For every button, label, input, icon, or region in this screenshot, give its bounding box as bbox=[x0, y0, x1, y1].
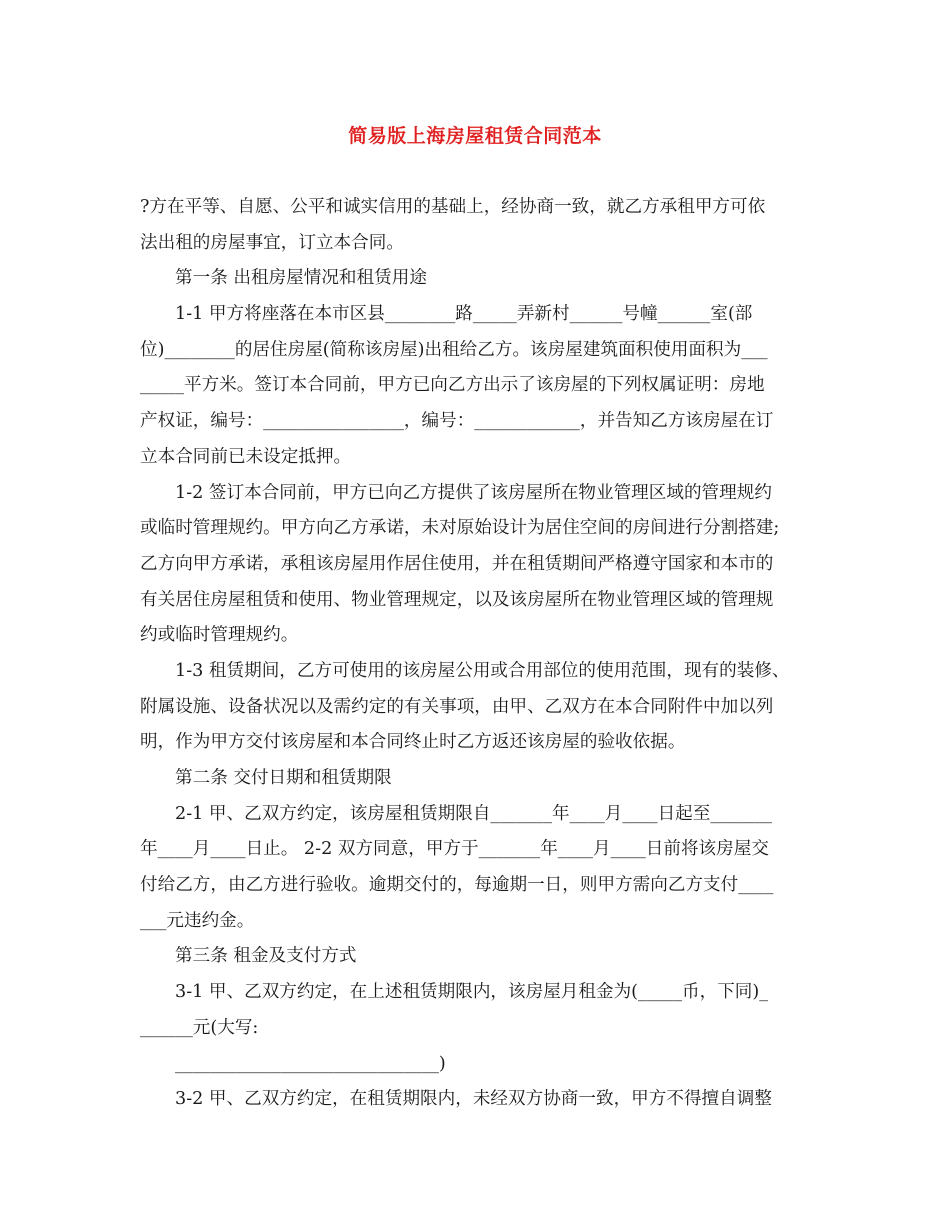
body-line: 年____月____日止。 2-2 双方同意，甲方于_______年____月____日前将该房屋交 bbox=[140, 839, 769, 860]
clause-line: 1-1 甲方将座落在本市区县________路_____弄新村______号幢______室(部 bbox=[175, 304, 753, 325]
body-line: 约或临时管理规约。 bbox=[140, 625, 299, 646]
body-line: 法出租的房屋事宜，订立本合同。 bbox=[140, 232, 404, 253]
body-line: ______________________________) bbox=[175, 1053, 446, 1074]
body-line: 位)________的居住房屋(简称该房屋)出租给乙方。该房屋建筑面积使用面积为___ bbox=[140, 339, 768, 360]
document-body bbox=[140, 190, 820, 1118]
section-heading: 第三条 租金及支付方式 bbox=[175, 946, 357, 967]
clause-line: 3-2 甲、乙双方约定，在租赁期限内，未经双方协商一致，甲方不得擅自调整 bbox=[175, 1089, 772, 1110]
clause-line: 1-3 租赁期间，乙方可使用的该房屋公用或合用部位的使用范围，现有的装修、 bbox=[175, 660, 790, 681]
body-line: 或临时管理规约。甲方向乙方承诺，未对原始设计为居住空间的房间进行分割搭建; bbox=[140, 518, 780, 539]
clause-line: 2-1 甲、乙双方约定，该房屋租赁期限自_______年____月____日起至_______ bbox=[175, 803, 772, 824]
body-line: ?方在平等、自愿、公平和诚实信用的基础上，经协商一致，就乙方承租甲方可依 bbox=[140, 197, 766, 217]
body-line: 乙方向甲方承诺，承租该房屋用作居住使用，并在租赁期间严格遵守国家和本市的 bbox=[140, 553, 774, 574]
section-heading: 第一条 出租房屋情况和租赁用途 bbox=[175, 268, 427, 289]
body-line: 产权证，编号：________________，编号：____________，并告知乙方该房屋在订 bbox=[140, 411, 774, 432]
body-line: 付给乙方，由乙方进行验收。逾期交付的，每逾期一日，则甲方需向乙方支付____ bbox=[140, 875, 774, 896]
section-heading: 第二条 交付日期和租赁期限 bbox=[175, 768, 392, 788]
body-line: 立本合同前已未设定抵押。 bbox=[140, 446, 352, 467]
body-line: ___元违约金。 bbox=[140, 910, 255, 931]
body-line: _____平方米。签订本合同前，甲方已向乙方出示了该房屋的下列权属证明：房地 bbox=[140, 375, 765, 396]
body-line: 明，作为甲方交付该房屋和本合同终止时乙方返还该房屋的验收依据。 bbox=[140, 732, 686, 753]
clause-line: 1-2 签订本合同前，甲方已向乙方提供了该房屋所在物业管理区域的管理规约 bbox=[175, 482, 772, 503]
body-line: ______元(大写: bbox=[140, 1017, 259, 1038]
body-line: 附属设施、设备状况以及需约定的有关事项，由甲、乙双方在本合同附件中加以列 bbox=[140, 696, 774, 717]
body-line: 有关居住房屋租赁和使用、物业管理规定，以及该房屋所在物业管理区域的管理规 bbox=[140, 589, 774, 610]
document-title: 简易版上海房屋租赁合同范本 bbox=[348, 125, 602, 147]
clause-line: 3-1 甲、乙双方约定，在上述租赁期限内，该房屋月租金为(_____币，下同)_ bbox=[175, 982, 769, 1003]
